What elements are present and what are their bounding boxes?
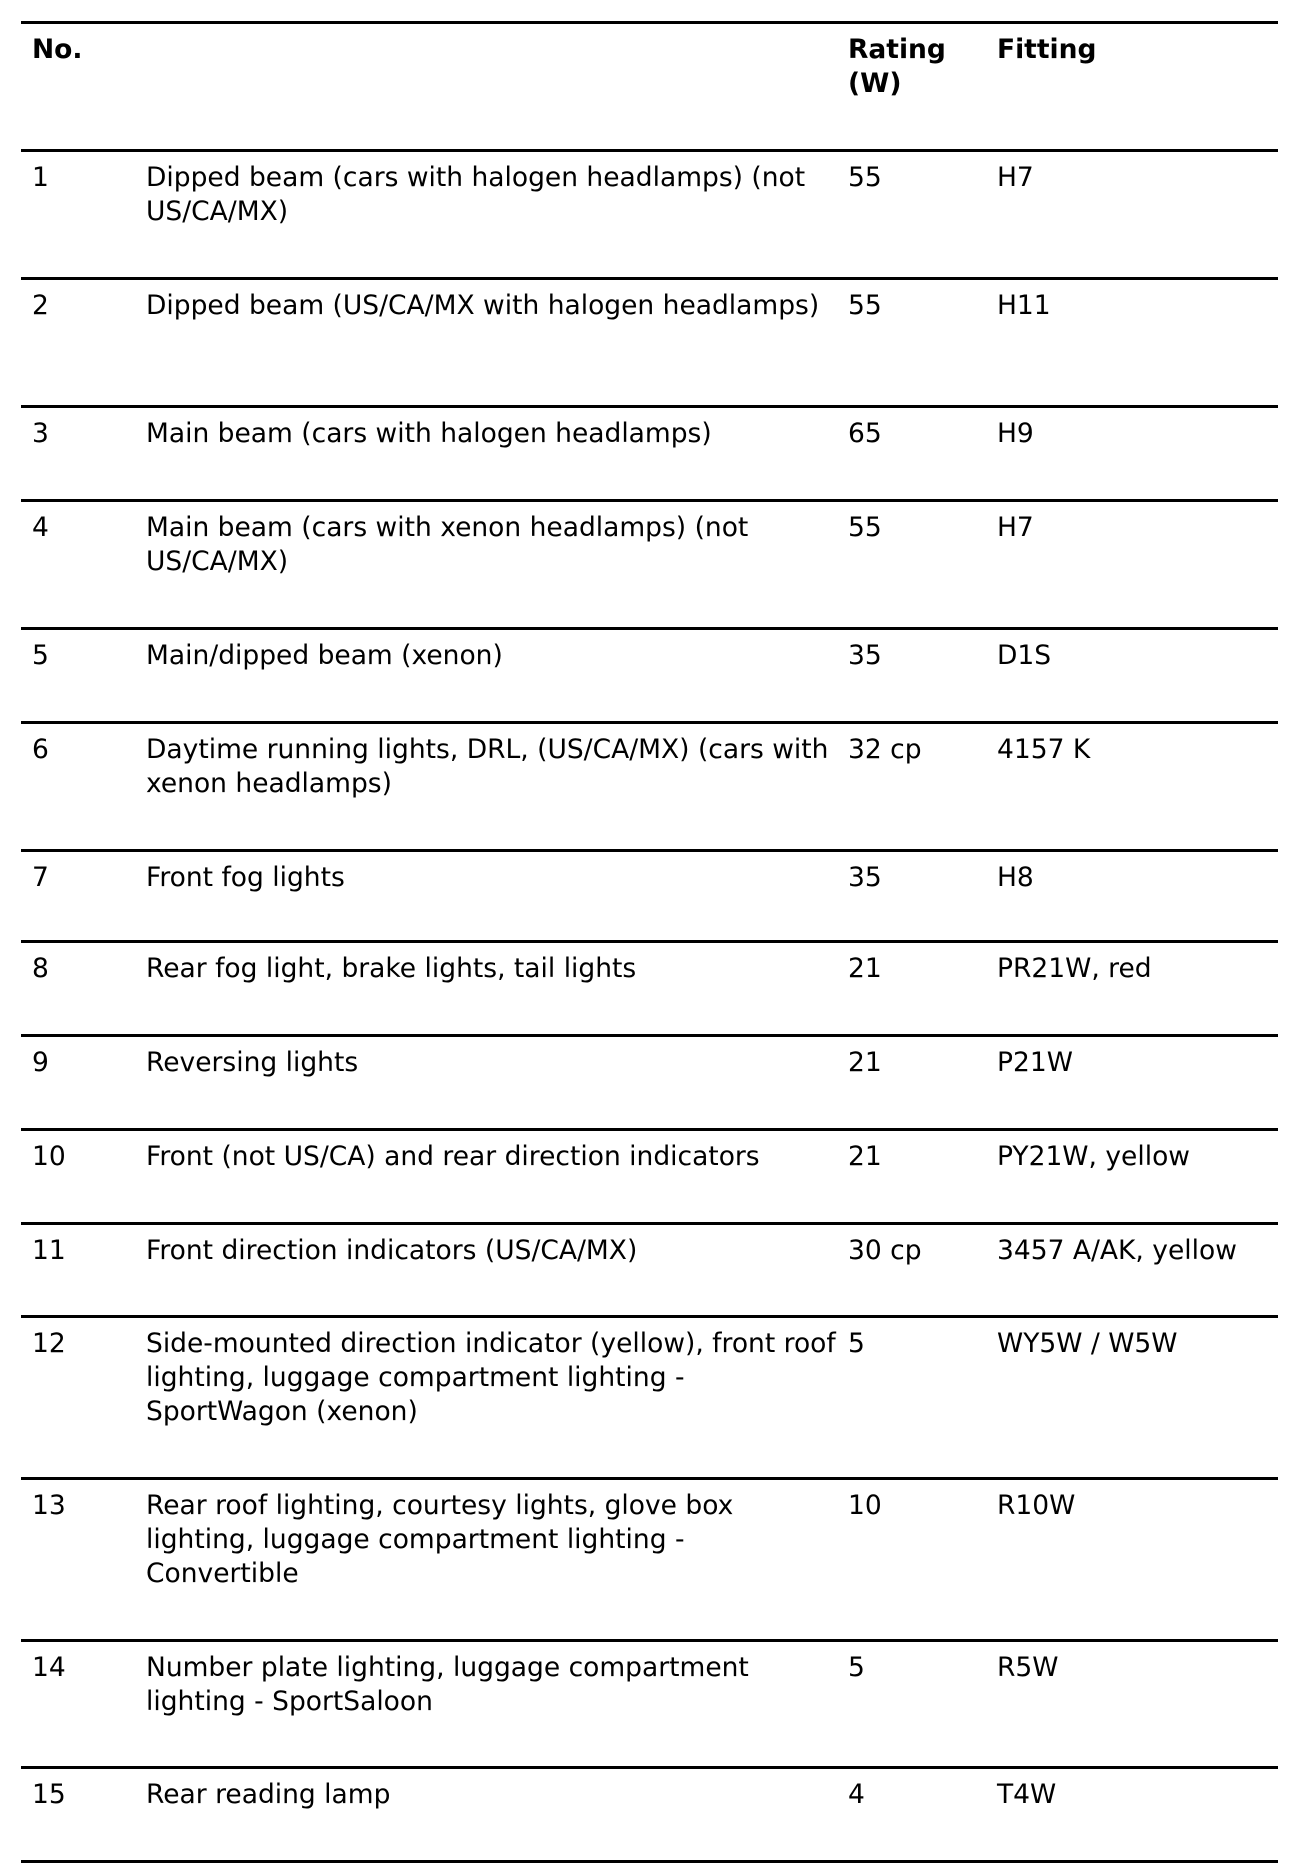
bulb-table xyxy=(21,21,1278,1863)
row-rating: 35 xyxy=(848,862,882,893)
row-no: 8 xyxy=(32,953,49,984)
row-no: 12 xyxy=(32,1328,66,1359)
row-no: 5 xyxy=(32,640,49,671)
table-row xyxy=(21,408,1278,502)
row-fitting: PY21W, yellow xyxy=(997,1141,1190,1172)
row-fitting: R10W xyxy=(997,1490,1076,1521)
table-row xyxy=(21,152,1278,280)
row-description: Number plate lighting, luggage compartment lighting - SportSaloon xyxy=(146,1652,749,1717)
table-row xyxy=(21,1318,1278,1480)
row-description: Rear fog light, brake lights, tail lights xyxy=(146,953,637,984)
row-fitting: WY5W / W5W xyxy=(997,1328,1178,1359)
row-description: Front direction indicators (US/CA/MX) xyxy=(146,1235,638,1266)
row-no: 7 xyxy=(32,862,49,893)
row-no: 9 xyxy=(32,1047,49,1078)
table-row xyxy=(21,943,1278,1037)
row-fitting: H9 xyxy=(997,418,1034,449)
row-description: Rear reading lamp xyxy=(146,1779,391,1810)
row-rating: 55 xyxy=(848,512,882,543)
row-no: 15 xyxy=(32,1779,66,1810)
table-row xyxy=(21,1642,1278,1769)
row-no: 1 xyxy=(32,162,49,193)
row-rating: 5 xyxy=(848,1328,865,1359)
table-header-row xyxy=(21,24,1278,152)
row-no: 4 xyxy=(32,512,49,543)
row-description: Main/dipped beam (xenon) xyxy=(146,640,503,671)
row-rating: 55 xyxy=(848,162,882,193)
row-no: 2 xyxy=(32,290,49,321)
table-row xyxy=(21,1769,1278,1863)
row-rating: 35 xyxy=(848,640,882,671)
table-row xyxy=(21,1131,1278,1225)
row-no: 6 xyxy=(32,734,49,765)
table-row xyxy=(21,630,1278,724)
table-row xyxy=(21,280,1278,408)
row-description: Dipped beam (cars with halogen headlamps) (not US/CA/MX) xyxy=(146,162,806,227)
row-fitting: H7 xyxy=(997,162,1034,193)
row-description: Rear roof lighting, courtesy lights, glove box lighting, luggage compartment lighting - Convertible xyxy=(146,1490,734,1589)
row-rating: 21 xyxy=(848,953,882,984)
row-description: Main beam (cars with halogen headlamps) xyxy=(146,418,712,449)
table-row xyxy=(21,1480,1278,1642)
row-description: Reversing lights xyxy=(146,1047,359,1078)
row-rating: 32 cp xyxy=(848,734,922,765)
row-description: Daytime running lights, DRL, (US/CA/MX) (cars with xenon headlamps) xyxy=(146,734,829,799)
header-rating: Rating (W) xyxy=(848,34,946,99)
row-no: 10 xyxy=(32,1141,66,1172)
row-description: Front fog lights xyxy=(146,862,345,893)
row-no: 13 xyxy=(32,1490,66,1521)
table-row xyxy=(21,502,1278,630)
row-rating: 10 xyxy=(848,1490,882,1521)
row-description: Dipped beam (US/CA/MX with halogen headlamps) xyxy=(146,290,820,321)
row-fitting: H11 xyxy=(997,290,1051,321)
row-fitting: 3457 A/AK, yellow xyxy=(997,1235,1237,1266)
row-no: 3 xyxy=(32,418,49,449)
table-row xyxy=(21,724,1278,852)
table-row xyxy=(21,852,1278,943)
row-rating: 4 xyxy=(848,1779,865,1810)
row-rating: 65 xyxy=(848,418,882,449)
row-fitting: H7 xyxy=(997,512,1034,543)
row-rating: 21 xyxy=(848,1141,882,1172)
row-no: 11 xyxy=(32,1235,66,1266)
row-description: Main beam (cars with xenon headlamps) (not US/CA/MX) xyxy=(146,512,749,577)
row-no: 14 xyxy=(32,1652,66,1683)
row-description: Side-mounted direction indicator (yellow), front roof lighting, luggage compartment lighting - SportWagon (xenon) xyxy=(146,1328,836,1427)
header-fitting: Fitting xyxy=(997,34,1097,65)
row-fitting: H8 xyxy=(997,862,1034,893)
row-rating: 55 xyxy=(848,290,882,321)
table-row xyxy=(21,1037,1278,1131)
row-fitting: PR21W, red xyxy=(997,953,1152,984)
row-description: Front (not US/CA) and rear direction indicators xyxy=(146,1141,760,1172)
row-rating: 30 cp xyxy=(848,1235,922,1266)
row-fitting: T4W xyxy=(997,1779,1057,1810)
row-fitting: 4157 K xyxy=(997,734,1091,765)
row-rating: 5 xyxy=(848,1652,865,1683)
row-fitting: D1S xyxy=(997,640,1052,671)
table-row xyxy=(21,1225,1278,1318)
row-rating: 21 xyxy=(848,1047,882,1078)
header-no: No. xyxy=(32,34,83,65)
row-fitting: R5W xyxy=(997,1652,1059,1683)
row-fitting: P21W xyxy=(997,1047,1073,1078)
